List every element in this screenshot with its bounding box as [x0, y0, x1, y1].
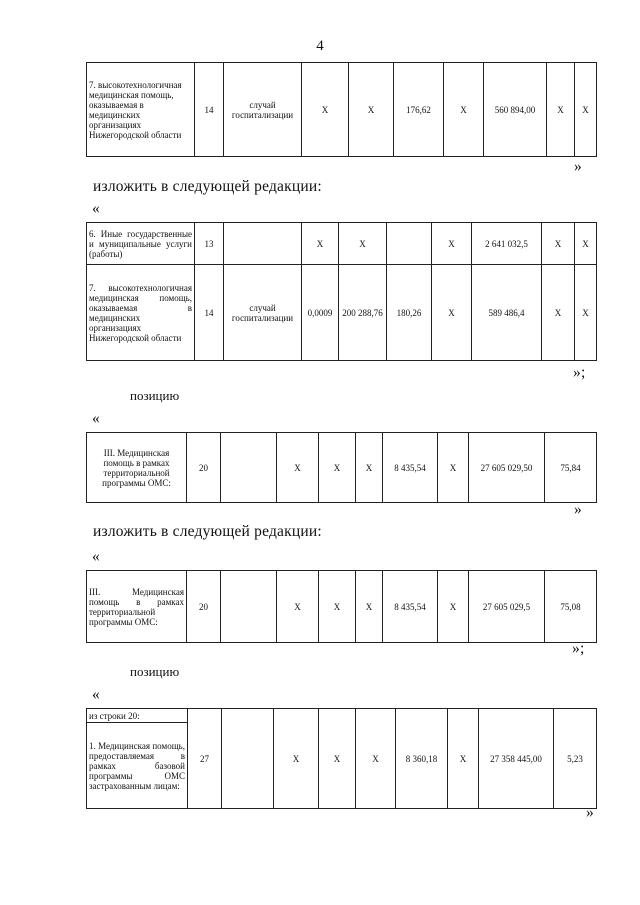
- cell: X: [302, 63, 349, 157]
- cell: 75,84: [545, 433, 597, 503]
- cell: X: [319, 709, 356, 809]
- row-name: 1. Медицинская помощь, предоставляемая в рамках базовой программы ОМС застрахованным лицам:: [87, 723, 188, 809]
- cell: X: [319, 433, 356, 503]
- position-label: позицию: [130, 664, 180, 679]
- cell: [387, 223, 432, 265]
- cell: X: [356, 709, 396, 809]
- table-row: [87, 63, 597, 157]
- row-unit: случай госпитализации: [224, 265, 302, 361]
- table-header-row: [87, 709, 597, 723]
- row-name: 7. высокотехнологичная медицинская помощь, оказываемая в медицинских организациях Нижегородской области: [87, 63, 195, 157]
- replace-instruction: изложить в следующей редакции:: [93, 178, 322, 195]
- cell: X: [432, 265, 472, 361]
- row-unit: [222, 709, 274, 809]
- cell: 2 641 032,5: [472, 223, 542, 265]
- open-quote: «: [92, 410, 100, 427]
- replace-instruction: изложить в следующей редакции:: [93, 523, 322, 540]
- cell: X: [444, 63, 484, 157]
- cell: 8 360,18: [396, 709, 448, 809]
- header-cell: из строки 20:: [87, 709, 188, 723]
- cell: 27 605 029,50: [469, 433, 545, 503]
- row-unit: [221, 433, 277, 503]
- cell: 27 358 445,00: [479, 709, 554, 809]
- page-number: 4: [316, 38, 324, 54]
- cell: 0,0009: [302, 265, 339, 361]
- row-code: 14: [195, 63, 224, 157]
- cell: 560 894,00: [484, 63, 547, 157]
- row-code: 14: [195, 265, 224, 361]
- row-unit: случай госпитализации: [224, 63, 302, 157]
- cell: X: [438, 571, 469, 643]
- close-quote-semicolon: »;: [572, 640, 585, 657]
- cell: X: [547, 63, 575, 157]
- cell: X: [448, 709, 479, 809]
- row-unit: [224, 223, 302, 265]
- close-quote: »: [586, 804, 594, 821]
- cell: X: [319, 571, 356, 643]
- row-code: 13: [195, 223, 224, 265]
- cell: X: [356, 571, 383, 643]
- cell: X: [575, 63, 597, 157]
- open-quote: «: [92, 686, 100, 703]
- open-quote: «: [92, 200, 100, 217]
- row-name: 7. высокотехнологичная медицинская помощь, оказываемая в медицинских организациях Нижегородской области: [87, 265, 195, 361]
- cell: X: [339, 223, 387, 265]
- table-new-rows-13-14: [86, 222, 597, 361]
- cell: X: [432, 223, 472, 265]
- table-row: [87, 223, 597, 265]
- cell: X: [575, 223, 597, 265]
- cell: X: [274, 709, 319, 809]
- close-quote: »: [574, 501, 582, 518]
- row-code: 27: [188, 709, 222, 809]
- table-row: [87, 433, 597, 503]
- cell: 27 605 029,5: [469, 571, 545, 643]
- cell: X: [277, 571, 319, 643]
- table-from-row-20: [86, 708, 597, 809]
- cell: 589 486,4: [472, 265, 542, 361]
- row-code: 20: [187, 433, 221, 503]
- cell: 8 435,54: [383, 571, 438, 643]
- cell: X: [302, 223, 339, 265]
- position-label: позицию: [130, 388, 180, 403]
- cell: 200 288,76: [339, 265, 387, 361]
- table-row: [87, 571, 597, 643]
- cell: X: [438, 433, 469, 503]
- cell: 5,23: [554, 709, 597, 809]
- open-quote: «: [92, 548, 100, 565]
- cell: 8 435,54: [383, 433, 438, 503]
- cell: X: [542, 223, 575, 265]
- close-quote-semicolon: »;: [573, 364, 586, 381]
- row-name: III. Медицинская помощь в рамках территориальной программы ОМС:: [87, 433, 187, 503]
- row-code: 20: [187, 571, 221, 643]
- cell: X: [277, 433, 319, 503]
- row-unit: [221, 571, 277, 643]
- row-name: 6. Иные государственные и муниципальные услуги (работы): [87, 223, 195, 265]
- row-name: III. Медицинская помощь в рамках территориальной программы ОМС:: [87, 571, 187, 643]
- cell: X: [356, 433, 383, 503]
- table-new-row-20: [86, 570, 597, 643]
- cell: X: [542, 265, 575, 361]
- cell: 75,08: [545, 571, 597, 643]
- table-original-row-14: [86, 62, 597, 157]
- table-row: [87, 265, 597, 361]
- cell: 180,26: [387, 265, 432, 361]
- cell: 176,62: [394, 63, 444, 157]
- cell: X: [575, 265, 597, 361]
- table-original-row-20: [86, 432, 597, 503]
- cell: X: [349, 63, 394, 157]
- close-quote: »: [574, 158, 582, 175]
